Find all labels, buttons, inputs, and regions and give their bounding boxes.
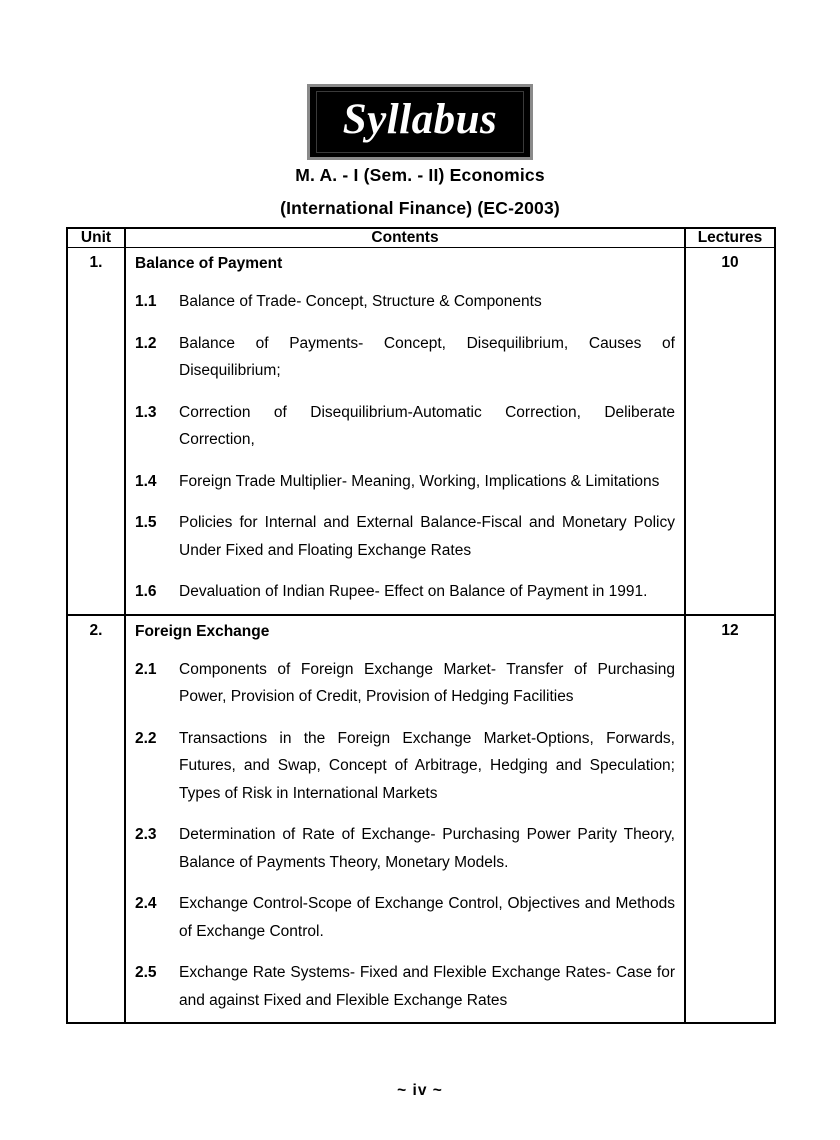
topic-item <box>135 725 675 808</box>
banner-inner-border <box>316 91 525 153</box>
course-title: M. A. - I (Sem. - II) Economics <box>295 165 545 185</box>
course-subtitle: (International Finance) (EC-2003) <box>280 198 560 218</box>
column-header-lectures: Lectures <box>685 228 775 248</box>
topic-text: Policies for Internal and External Balance-Fiscal and Monetary Policy Under Fixed and Floating Exchange Rates <box>179 514 675 559</box>
topic-number: 1.1 <box>135 293 157 310</box>
topic-text: Balance of Payments- Concept, Disequilibrium, Causes of Disequilibrium; <box>179 334 675 379</box>
syllabus-banner <box>0 84 840 160</box>
topic-item <box>135 330 675 385</box>
topic-number: 2.4 <box>135 895 157 912</box>
table-row <box>67 615 775 1024</box>
topic-item <box>135 656 675 711</box>
topic-item <box>135 399 675 454</box>
banner-title: Syllabus <box>342 96 498 143</box>
topic-item <box>135 578 675 606</box>
topic-text: Components of Foreign Exchange Market- Transfer of Purchasing Power, Provision of Credit, Provision of Hedging Facilities <box>179 660 675 705</box>
table-header <box>67 228 775 248</box>
unit-number: 1. <box>67 248 125 615</box>
unit-lectures: 12 <box>685 615 775 1024</box>
topic-number: 1.4 <box>135 472 157 490</box>
unit-contents-cell <box>125 248 685 615</box>
topic-text: Balance of Trade- Concept, Structure & Components <box>179 293 542 310</box>
banner-box <box>307 84 534 160</box>
unit-lectures: 10 <box>685 248 775 615</box>
topic-item <box>135 959 675 1014</box>
topic-text: Correction of Disequilibrium-Automatic Correction, Deliberate Correction, <box>179 403 675 448</box>
topic-number: 2.5 <box>135 964 157 981</box>
topic-text: Transactions in the Foreign Exchange Market-Options, Forwards, Futures, and Swap, Concept of Arbitrage, Hedging and Speculation; Types of Risk in International Markets <box>179 729 675 802</box>
unit-number: 2. <box>67 615 125 1024</box>
table-row <box>67 248 775 615</box>
topic-number: 1.6 <box>135 583 157 600</box>
topic-number: 2.3 <box>135 826 157 843</box>
topic-text: Determination of Rate of Exchange- Purchasing Power Parity Theory, Balance of Payments Theory, Monetary Models. <box>179 826 675 871</box>
table-header-row <box>67 228 775 248</box>
column-header-contents: Contents <box>125 228 685 248</box>
page-footer: ~ iv ~ <box>397 1082 443 1099</box>
topic-number: 2.1 <box>135 660 157 678</box>
column-header-unit: Unit <box>67 228 125 248</box>
topic-number: 1.2 <box>135 334 157 352</box>
unit-title: Balance of Payment <box>135 255 283 272</box>
topic-item <box>135 468 675 496</box>
topic-number: 1.3 <box>135 403 157 421</box>
topic-item <box>135 890 675 945</box>
topic-number: 2.2 <box>135 729 157 747</box>
topic-text: Exchange Rate Systems- Fixed and Flexible Exchange Rates- Case for and against Fixed and Flexible Exchange Rates <box>179 964 675 1009</box>
topic-item <box>135 509 675 564</box>
syllabus-table <box>66 227 776 1024</box>
unit-contents-cell <box>125 615 685 1024</box>
topic-text: Foreign Trade Multiplier- Meaning, Working, Implications & Limitations <box>179 472 660 490</box>
topic-item <box>135 821 675 876</box>
topic-number: 1.5 <box>135 514 157 531</box>
topic-text: Exchange Control-Scope of Exchange Control, Objectives and Methods of Exchange Control. <box>179 895 675 940</box>
table-body <box>67 248 775 1024</box>
topic-text: Devaluation of Indian Rupee- Effect on Balance of Payment in 1991. <box>179 583 648 600</box>
unit-title: Foreign Exchange <box>135 622 270 640</box>
topic-item <box>135 288 675 316</box>
